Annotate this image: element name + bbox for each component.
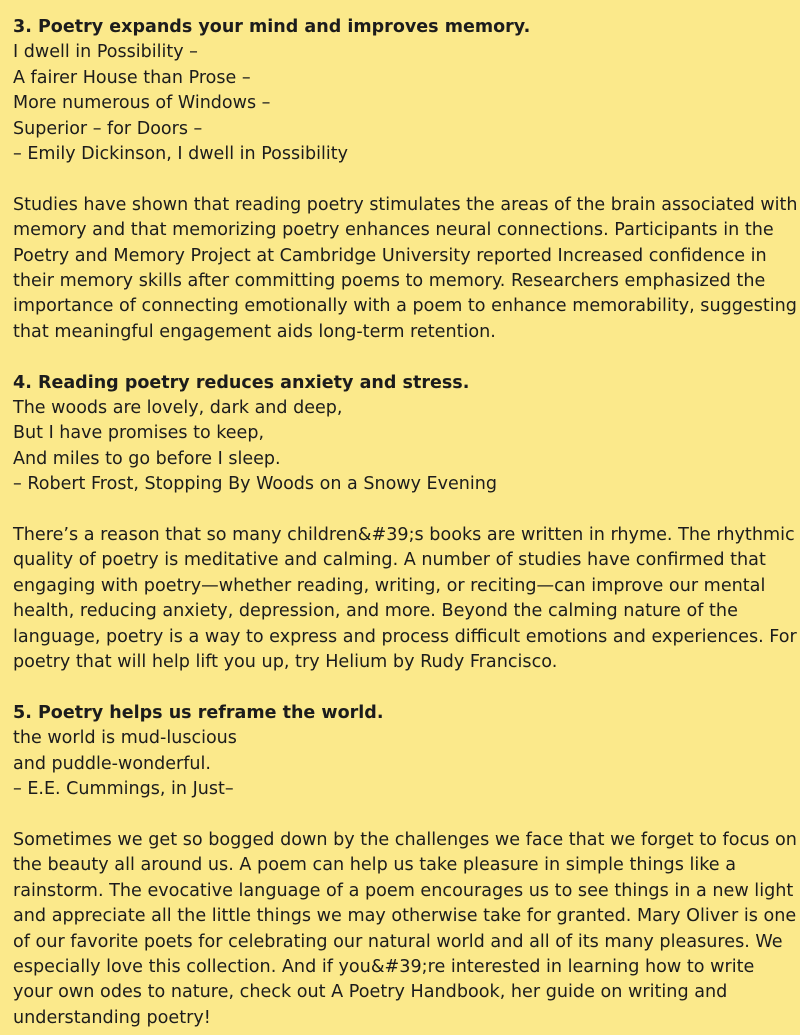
paragraph-line: quality of poetry is meditative and calming. A number of studies have confirmed that xyxy=(13,550,766,571)
paragraph-line: especially love this collection. And if you&#39;re interested in learning how to write xyxy=(13,956,755,977)
poem-line: And miles to go before I sleep. xyxy=(13,448,281,469)
poem-attribution: – E.E. Cummings, in Just– xyxy=(13,779,234,800)
paragraph-line: and appreciate all the little things we may otherwise take for granted. Mary Oliver is one xyxy=(13,906,797,927)
paragraph-line: that meaningful engagement aids long-term retention. xyxy=(13,321,496,342)
poem-attribution: – Emily Dickinson, I dwell in Possibility xyxy=(13,144,348,165)
paragraph-line: engaging with poetry—whether reading, writing, or reciting—can improve our mental xyxy=(13,575,766,596)
paragraph-line: the beauty all around us. A poem can help us take pleasure in simple things like a xyxy=(13,855,736,876)
poem-line: The woods are lovely, dark and deep, xyxy=(13,398,343,419)
section-heading: 4. Reading poetry reduces anxiety and stress. xyxy=(13,372,470,393)
poem-line: More numerous of Windows – xyxy=(13,93,271,114)
paragraph-line: their memory skills after committing poems to memory. Researchers emphasized the xyxy=(13,271,766,292)
paragraph-line: Poetry and Memory Project at Cambridge University reported Increased confidence in xyxy=(13,245,767,266)
section-anxiety xyxy=(13,371,800,701)
paragraph-line: poetry that will help lift you up, try Helium by Rudy Francisco. xyxy=(13,652,558,673)
paragraph-line: health, reducing anxiety, depression, and more. Beyond the calming nature of the xyxy=(13,601,738,622)
poem-line: Superior – for Doors – xyxy=(13,118,203,139)
paragraph-line: of our favorite poets for celebrating our natural world and all of its many pleasures. We xyxy=(13,931,783,952)
section-heading: 3. Poetry expands your mind and improves memory. xyxy=(13,17,531,37)
paragraph-line: memory and that memorizing poetry enhances neural connections. Participants in the xyxy=(13,220,774,241)
poem-attribution: – Robert Frost, Stopping By Woods on a Snowy Evening xyxy=(13,474,497,495)
section-memory xyxy=(13,15,800,371)
section-reframe xyxy=(13,701,800,1031)
section-paragraph xyxy=(13,523,797,675)
section-paragraph xyxy=(13,193,797,345)
paragraph-line: understanding poetry! xyxy=(13,1007,211,1028)
poem-line: and puddle-wonderful. xyxy=(13,753,211,774)
paragraph-line: Studies have shown that reading poetry stimulates the areas of the brain associated with xyxy=(13,194,798,215)
spacer xyxy=(13,676,800,701)
paragraph-line: Sometimes we get so bogged down by the challenges we face that we forget to focus on xyxy=(13,829,797,850)
paragraph-line: rainstorm. The evocative language of a poem encourages us to see things in a new light xyxy=(13,880,794,901)
poem-line: A fairer House than Prose – xyxy=(13,67,251,88)
paragraph-line: your own odes to nature, check out A Poetry Handbook, her guide on writing and xyxy=(13,982,728,1003)
paragraph-line: language, poetry is a way to express and process difficult emotions and experiences. For xyxy=(13,626,797,647)
spacer xyxy=(13,498,800,523)
poem-line: But I have promises to keep, xyxy=(13,423,265,444)
section-paragraph xyxy=(13,828,797,1031)
poem-line: I dwell in Possibility – xyxy=(13,42,198,63)
paragraph-line: importance of connecting emotionally with a poem to enhance memorability, suggesting xyxy=(13,296,797,317)
spacer xyxy=(13,167,800,192)
section-heading: 5. Poetry helps us reframe the world. xyxy=(13,702,384,723)
paragraph-line: There’s a reason that so many children&#39;s books are written in rhyme. The rhythmic xyxy=(13,525,795,546)
poem-line: the world is mud-luscious xyxy=(13,728,237,749)
spacer xyxy=(13,345,800,370)
spacer xyxy=(13,803,800,828)
